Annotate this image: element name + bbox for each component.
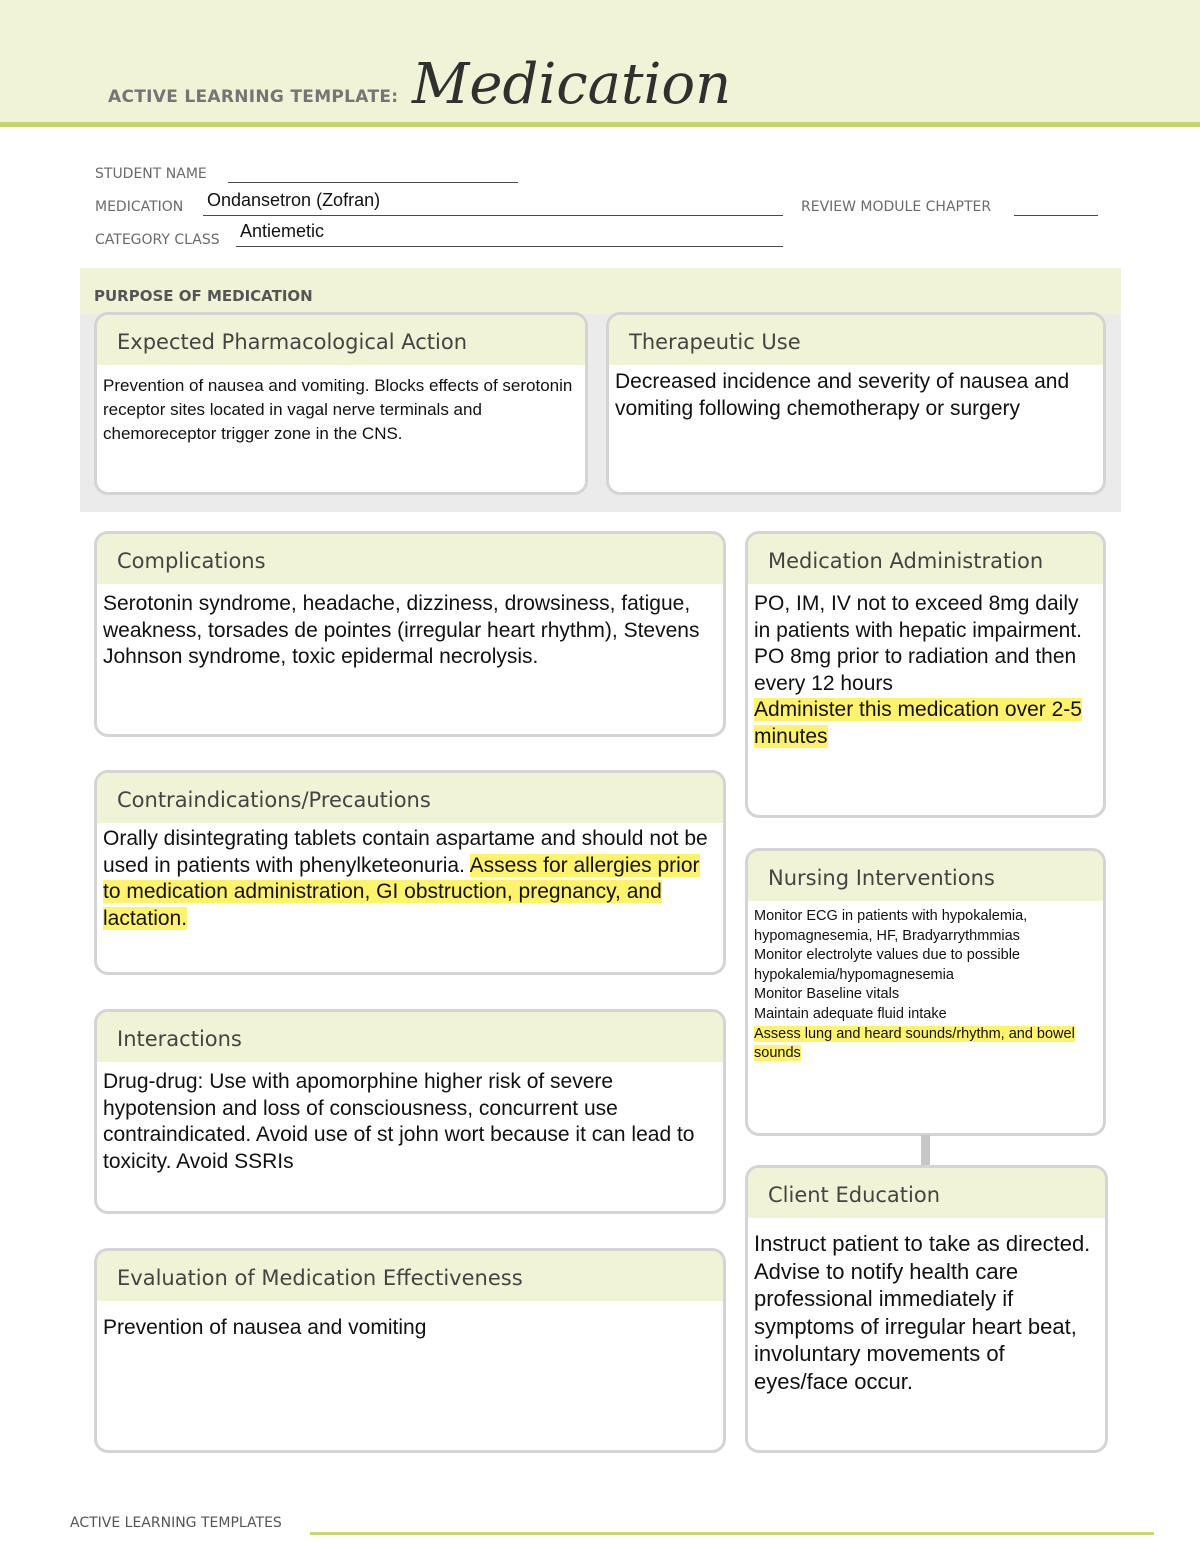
therapeutic-use-text[interactable]: Decreased incidence and severity of nausea and vomiting following chemotherapy or surgery [615,370,1070,420]
nursing-line: Monitor Baseline vitals [754,986,900,1003]
therapeutic-use-card [606,312,1106,495]
evaluation-card [94,1248,726,1453]
category-class-value: Antiemetic [240,221,325,241]
administration-line-1: PO, IM, IV not to exceed 8mg daily in patients with hepatic impairment. [754,592,1082,642]
evaluation-title: Evaluation of Medication Effectiveness [97,1251,723,1301]
card-connector [921,1135,930,1166]
contraindications-text[interactable] [97,823,723,932]
client-education-title: Client Education [748,1168,1105,1218]
interactions-title: Interactions [97,1012,723,1062]
interactions-card [94,1009,726,1214]
medication-value: Ondansetron (Zofran) [207,190,381,210]
expected-action-card [94,312,588,495]
contraindications-plain: Orally disintegrating tablets contain aspartame and should not be used in patients with phenylketeonuria. [103,827,708,877]
student-name-field[interactable] [228,168,518,183]
client-education-card [745,1165,1108,1453]
nursing-interventions-card [745,848,1106,1136]
nursing-line: Maintain adequate fluid intake [754,1005,947,1022]
evaluation-text[interactable]: Prevention of nausea and vomiting [103,1316,427,1339]
complications-text[interactable]: Serotonin syndrome, headache, dizziness, drowsiness, fatigue, weakness, torsades de pointes (irregular heart rhythm), Stevens Johnson syndrome, toxic epidermal necrolysis. [103,592,700,668]
nursing-interventions-text[interactable] [748,901,1103,1064]
medication-label: MEDICATION [95,199,184,215]
complications-title: Complications [97,534,723,584]
therapeutic-use-title: Therapeutic Use [609,315,1103,365]
administration-text[interactable] [748,584,1103,750]
nursing-highlight: Assess lung and heard sounds/rhythm, and bowel sounds [754,1025,1075,1062]
purpose-label: PURPOSE OF MEDICATION [94,287,313,305]
page-title: Medication [412,52,732,117]
administration-title: Medication Administration [748,534,1103,584]
contraindications-card [94,770,726,975]
header-rule [0,122,1200,127]
contraindications-highlight: Assess for allergies prior to medication administration, GI obstruction, pregnancy, and lactation. [103,853,700,930]
footer-label: ACTIVE LEARNING TEMPLATES [70,1515,282,1531]
expected-action-text[interactable]: Prevention of nausea and vomiting. Blocks effects of serotonin receptor sites located in vagal nerve terminals and chemoreceptor trigger zone in the CNS. [103,376,573,443]
nursing-interventions-title: Nursing Interventions [748,851,1103,901]
contraindications-title: Contraindications/Precautions [97,773,723,823]
review-module-label: REVIEW MODULE CHAPTER [801,199,992,215]
nursing-line: Monitor ECG in patients with hypokalemia, hypomagnesemia, HF, Bradyarrythmmias [754,908,1028,944]
client-education-text[interactable]: Instruct patient to take as directed. Advise to notify health care professional immediately if symptoms of irregular heart beat, involuntary movements of eyes/face occur. [754,1231,1091,1394]
administration-highlight: Administer this medication over 2-5 minutes [754,698,1082,748]
interactions-text[interactable]: Drug-drug: Use with apomorphine higher risk of severe hypotension and loss of consciousness, concurrent use contraindicated. Avoid use of st john wort because it can lead to toxicity. Avoid SSRIs [103,1070,695,1173]
template-prefix: ACTIVE LEARNING TEMPLATE: [108,87,399,107]
student-name-label: STUDENT NAME [95,166,207,182]
administration-card [745,531,1106,818]
expected-action-title: Expected Pharmacological Action [97,315,585,365]
footer-rule [310,1532,1154,1535]
administration-line-2: PO 8mg prior to radiation and then every 12 hours [754,645,1077,695]
nursing-line: Monitor electrolyte values due to possible hypokalemia/hypomagnesemia [754,947,1020,983]
complications-card [94,531,726,737]
category-class-label: CATEGORY CLASS [95,232,220,248]
review-module-field[interactable] [1014,200,1098,216]
